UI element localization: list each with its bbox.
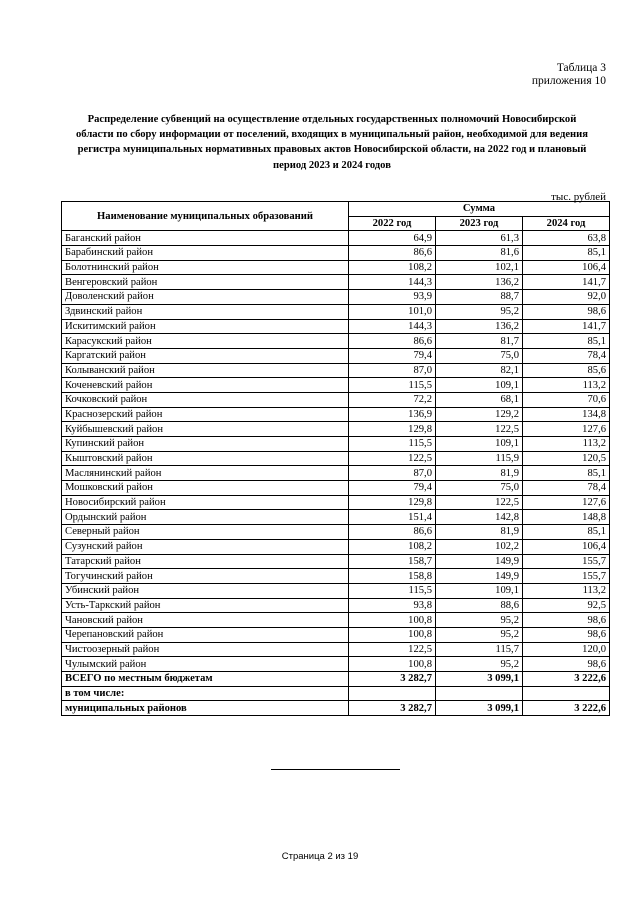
table-row (62, 627, 610, 642)
row-value-2022: 115,5 (349, 378, 436, 393)
row-value-2023: 88,6 (436, 598, 523, 613)
row-name: Баганский район (62, 231, 349, 246)
row-value-2022: 158,8 (349, 569, 436, 584)
row-value-2023: 82,1 (436, 363, 523, 378)
row-value-2023: 129,2 (436, 407, 523, 422)
row-name: Чистоозерный район (62, 642, 349, 657)
row-value-2023: 115,7 (436, 642, 523, 657)
row-value-2024: 120,5 (523, 451, 610, 466)
table-row (62, 510, 610, 525)
row-value-2023: 109,1 (436, 378, 523, 393)
row-value-2023: 81,9 (436, 525, 523, 540)
row-name: Доволенский район (62, 290, 349, 305)
col-header-2024: 2024 год (523, 216, 610, 231)
col-header-sum: Сумма (349, 202, 610, 217)
row-name: Маслянинский район (62, 466, 349, 481)
table-row (62, 260, 610, 275)
row-name: Здвинский район (62, 304, 349, 319)
row-name: Новосибирский район (62, 495, 349, 510)
row-name: Чулымский район (62, 657, 349, 672)
row-value-2024: 148,8 (523, 510, 610, 525)
row-value-2023: 61,3 (436, 231, 523, 246)
table-number: Таблица 3 (556, 62, 606, 74)
table-row-including (62, 686, 610, 701)
row-value-2022: 144,3 (349, 319, 436, 334)
row-value-2023: 149,9 (436, 554, 523, 569)
row-name: Коченевский район (62, 378, 349, 393)
row-value-2024: 98,6 (523, 657, 610, 672)
table-row (62, 407, 610, 422)
row-name: Чановский район (62, 613, 349, 628)
row-value-2023: 115,9 (436, 451, 523, 466)
row-value-2023: 81,7 (436, 334, 523, 349)
row-value-2022: 86,6 (349, 525, 436, 540)
table-row (62, 304, 610, 319)
row-name: Искитимский район (62, 319, 349, 334)
table-row (62, 363, 610, 378)
table-row (62, 334, 610, 349)
table-row (62, 246, 610, 261)
row-value-2024: 78,4 (523, 348, 610, 363)
table-row (62, 392, 610, 407)
row-value-2024: 85,1 (523, 466, 610, 481)
row-value-2022: 136,9 (349, 407, 436, 422)
table-row (62, 451, 610, 466)
row-name: Мошковский район (62, 481, 349, 496)
row-value-2024: 127,6 (523, 495, 610, 510)
row-value-2024: 63,8 (523, 231, 610, 246)
table-row (62, 275, 610, 290)
row-value-2022: 64,9 (349, 231, 436, 246)
row-name: Купинский район (62, 437, 349, 452)
row-name: Северный район (62, 525, 349, 540)
table-row (62, 437, 610, 452)
row-value-2023: 122,5 (436, 495, 523, 510)
row-value-2022: 100,8 (349, 657, 436, 672)
row-value-2023: 109,1 (436, 437, 523, 452)
row-value-2022: 108,2 (349, 539, 436, 554)
row-value-2023: 81,6 (436, 246, 523, 261)
row-value-2022: 100,8 (349, 627, 436, 642)
table-row (62, 525, 610, 540)
row-name: Куйбышевский район (62, 422, 349, 437)
row-value-2022: 122,5 (349, 642, 436, 657)
table-reference (532, 62, 606, 88)
table-row (62, 466, 610, 481)
row-value-2022: 108,2 (349, 260, 436, 275)
row-value-2023: 102,1 (436, 260, 523, 275)
row-value-2023: 88,7 (436, 290, 523, 305)
table-row-municipal (62, 701, 610, 716)
row-value-2024: 92,0 (523, 290, 610, 305)
row-value-2023: 136,2 (436, 275, 523, 290)
row-value-2024: 106,4 (523, 539, 610, 554)
row-value-2023: 102,2 (436, 539, 523, 554)
row-value-2024: 3 222,6 (523, 701, 610, 716)
row-value-2022: 93,9 (349, 290, 436, 305)
row-value-2024: 155,7 (523, 554, 610, 569)
row-value-2023: 122,5 (436, 422, 523, 437)
row-value-2022: 87,0 (349, 466, 436, 481)
row-value-2022: 115,5 (349, 437, 436, 452)
row-value-2023: 142,8 (436, 510, 523, 525)
row-value-2024: 141,7 (523, 319, 610, 334)
row-value-2024: 113,2 (523, 583, 610, 598)
row-value-2023: 109,1 (436, 583, 523, 598)
row-value-2024: 113,2 (523, 378, 610, 393)
row-name: Колыванский район (62, 363, 349, 378)
row-value-2022: 100,8 (349, 613, 436, 628)
units-label: тыс. рублей (551, 191, 606, 203)
row-value-2023: 81,9 (436, 466, 523, 481)
page-footer: Страница 2 из 19 (281, 851, 359, 862)
table-row (62, 348, 610, 363)
row-value-2023: 95,2 (436, 304, 523, 319)
row-value-2024: 120,0 (523, 642, 610, 657)
row-value-2023: 68,1 (436, 392, 523, 407)
row-value-2022: 86,6 (349, 246, 436, 261)
row-value-2022: 79,4 (349, 348, 436, 363)
table-body (62, 231, 610, 672)
row-value-2024: 127,6 (523, 422, 610, 437)
table-row (62, 554, 610, 569)
row-name: Болотнинский район (62, 260, 349, 275)
row-name: Убинский район (62, 583, 349, 598)
row-name: Барабинский район (62, 246, 349, 261)
row-value-2024: 141,7 (523, 275, 610, 290)
row-value-2022: 101,0 (349, 304, 436, 319)
row-value-2023: 75,0 (436, 481, 523, 496)
row-value-2024: 98,6 (523, 304, 610, 319)
row-name: Краснозерский район (62, 407, 349, 422)
table-row (62, 422, 610, 437)
row-value-2022: 115,5 (349, 583, 436, 598)
subvention-table (61, 201, 610, 716)
row-name: ВСЕГО по местным бюджетам (62, 672, 349, 687)
table-row (62, 539, 610, 554)
table-row (62, 583, 610, 598)
row-value-2024: 98,6 (523, 627, 610, 642)
row-value-2022: 87,0 (349, 363, 436, 378)
table-row (62, 613, 610, 628)
row-value-2022: 86,6 (349, 334, 436, 349)
row-value-2023: 75,0 (436, 348, 523, 363)
row-value-2022: 3 282,7 (349, 672, 436, 687)
appendix-number: приложения 10 (531, 75, 606, 87)
row-value-2022: 129,8 (349, 495, 436, 510)
row-value-2024: 106,4 (523, 260, 610, 275)
table-row (62, 569, 610, 584)
row-value-2024: 85,1 (523, 246, 610, 261)
row-value-2022: 144,3 (349, 275, 436, 290)
table-row (62, 319, 610, 334)
row-value-2022: 93,8 (349, 598, 436, 613)
row-name: Тогучинский район (62, 569, 349, 584)
row-name: в том числе: (62, 686, 349, 701)
row-name: Кочковский район (62, 392, 349, 407)
row-value-2024: 155,7 (523, 569, 610, 584)
row-value-empty (436, 686, 523, 701)
table-row (62, 290, 610, 305)
row-value-2023: 3 099,1 (436, 701, 523, 716)
col-header-2022: 2022 год (349, 216, 436, 231)
table-row (62, 231, 610, 246)
table-row-total (62, 672, 610, 687)
row-value-2023: 3 099,1 (436, 672, 523, 687)
table-row (62, 657, 610, 672)
row-value-2022: 129,8 (349, 422, 436, 437)
row-name: Татарский район (62, 554, 349, 569)
row-value-2024: 85,1 (523, 525, 610, 540)
row-value-2024: 70,6 (523, 392, 610, 407)
row-value-2022: 72,2 (349, 392, 436, 407)
row-value-2024: 78,4 (523, 481, 610, 496)
row-value-2024: 98,6 (523, 613, 610, 628)
row-value-2023: 149,9 (436, 569, 523, 584)
row-value-2024: 134,8 (523, 407, 610, 422)
row-value-empty (523, 686, 610, 701)
row-name: Кыштовский район (62, 451, 349, 466)
row-value-2024: 85,1 (523, 334, 610, 349)
row-value-2022: 79,4 (349, 481, 436, 496)
row-value-2022: 3 282,7 (349, 701, 436, 716)
col-header-name: Наименование муниципальных образований (62, 202, 349, 231)
row-name: Венгеровский район (62, 275, 349, 290)
table-row (62, 378, 610, 393)
row-value-2024: 113,2 (523, 437, 610, 452)
table-row (62, 495, 610, 510)
row-value-2022: 158,7 (349, 554, 436, 569)
table-row (62, 481, 610, 496)
table-row (62, 642, 610, 657)
row-name: Каргатский район (62, 348, 349, 363)
row-value-2024: 3 222,6 (523, 672, 610, 687)
row-value-2023: 95,2 (436, 627, 523, 642)
row-value-2022: 122,5 (349, 451, 436, 466)
separator-line (271, 769, 400, 770)
row-name: муниципальных районов (62, 701, 349, 716)
row-value-2023: 95,2 (436, 657, 523, 672)
row-value-2022: 151,4 (349, 510, 436, 525)
row-name: Сузунский район (62, 539, 349, 554)
row-value-2023: 136,2 (436, 319, 523, 334)
row-value-2024: 92,5 (523, 598, 610, 613)
row-value-2024: 85,6 (523, 363, 610, 378)
row-name: Черепановский район (62, 627, 349, 642)
row-name: Ордынский район (62, 510, 349, 525)
row-name: Усть-Таркский район (62, 598, 349, 613)
table-row (62, 598, 610, 613)
row-value-2023: 95,2 (436, 613, 523, 628)
col-header-2023: 2023 год (436, 216, 523, 231)
document-title: Распределение субвенций на осуществление отдельных государственных полномочий Новосибирской области по сбору информации от поселений, входящих в муниципальный район, необходимой для ведения регистра муниципальных нормативных правовых актов Новосибирской области, на 2022 год и плановый период 2023 и 2024 годов (75, 114, 588, 171)
row-value-empty (349, 686, 436, 701)
row-name: Карасукский район (62, 334, 349, 349)
